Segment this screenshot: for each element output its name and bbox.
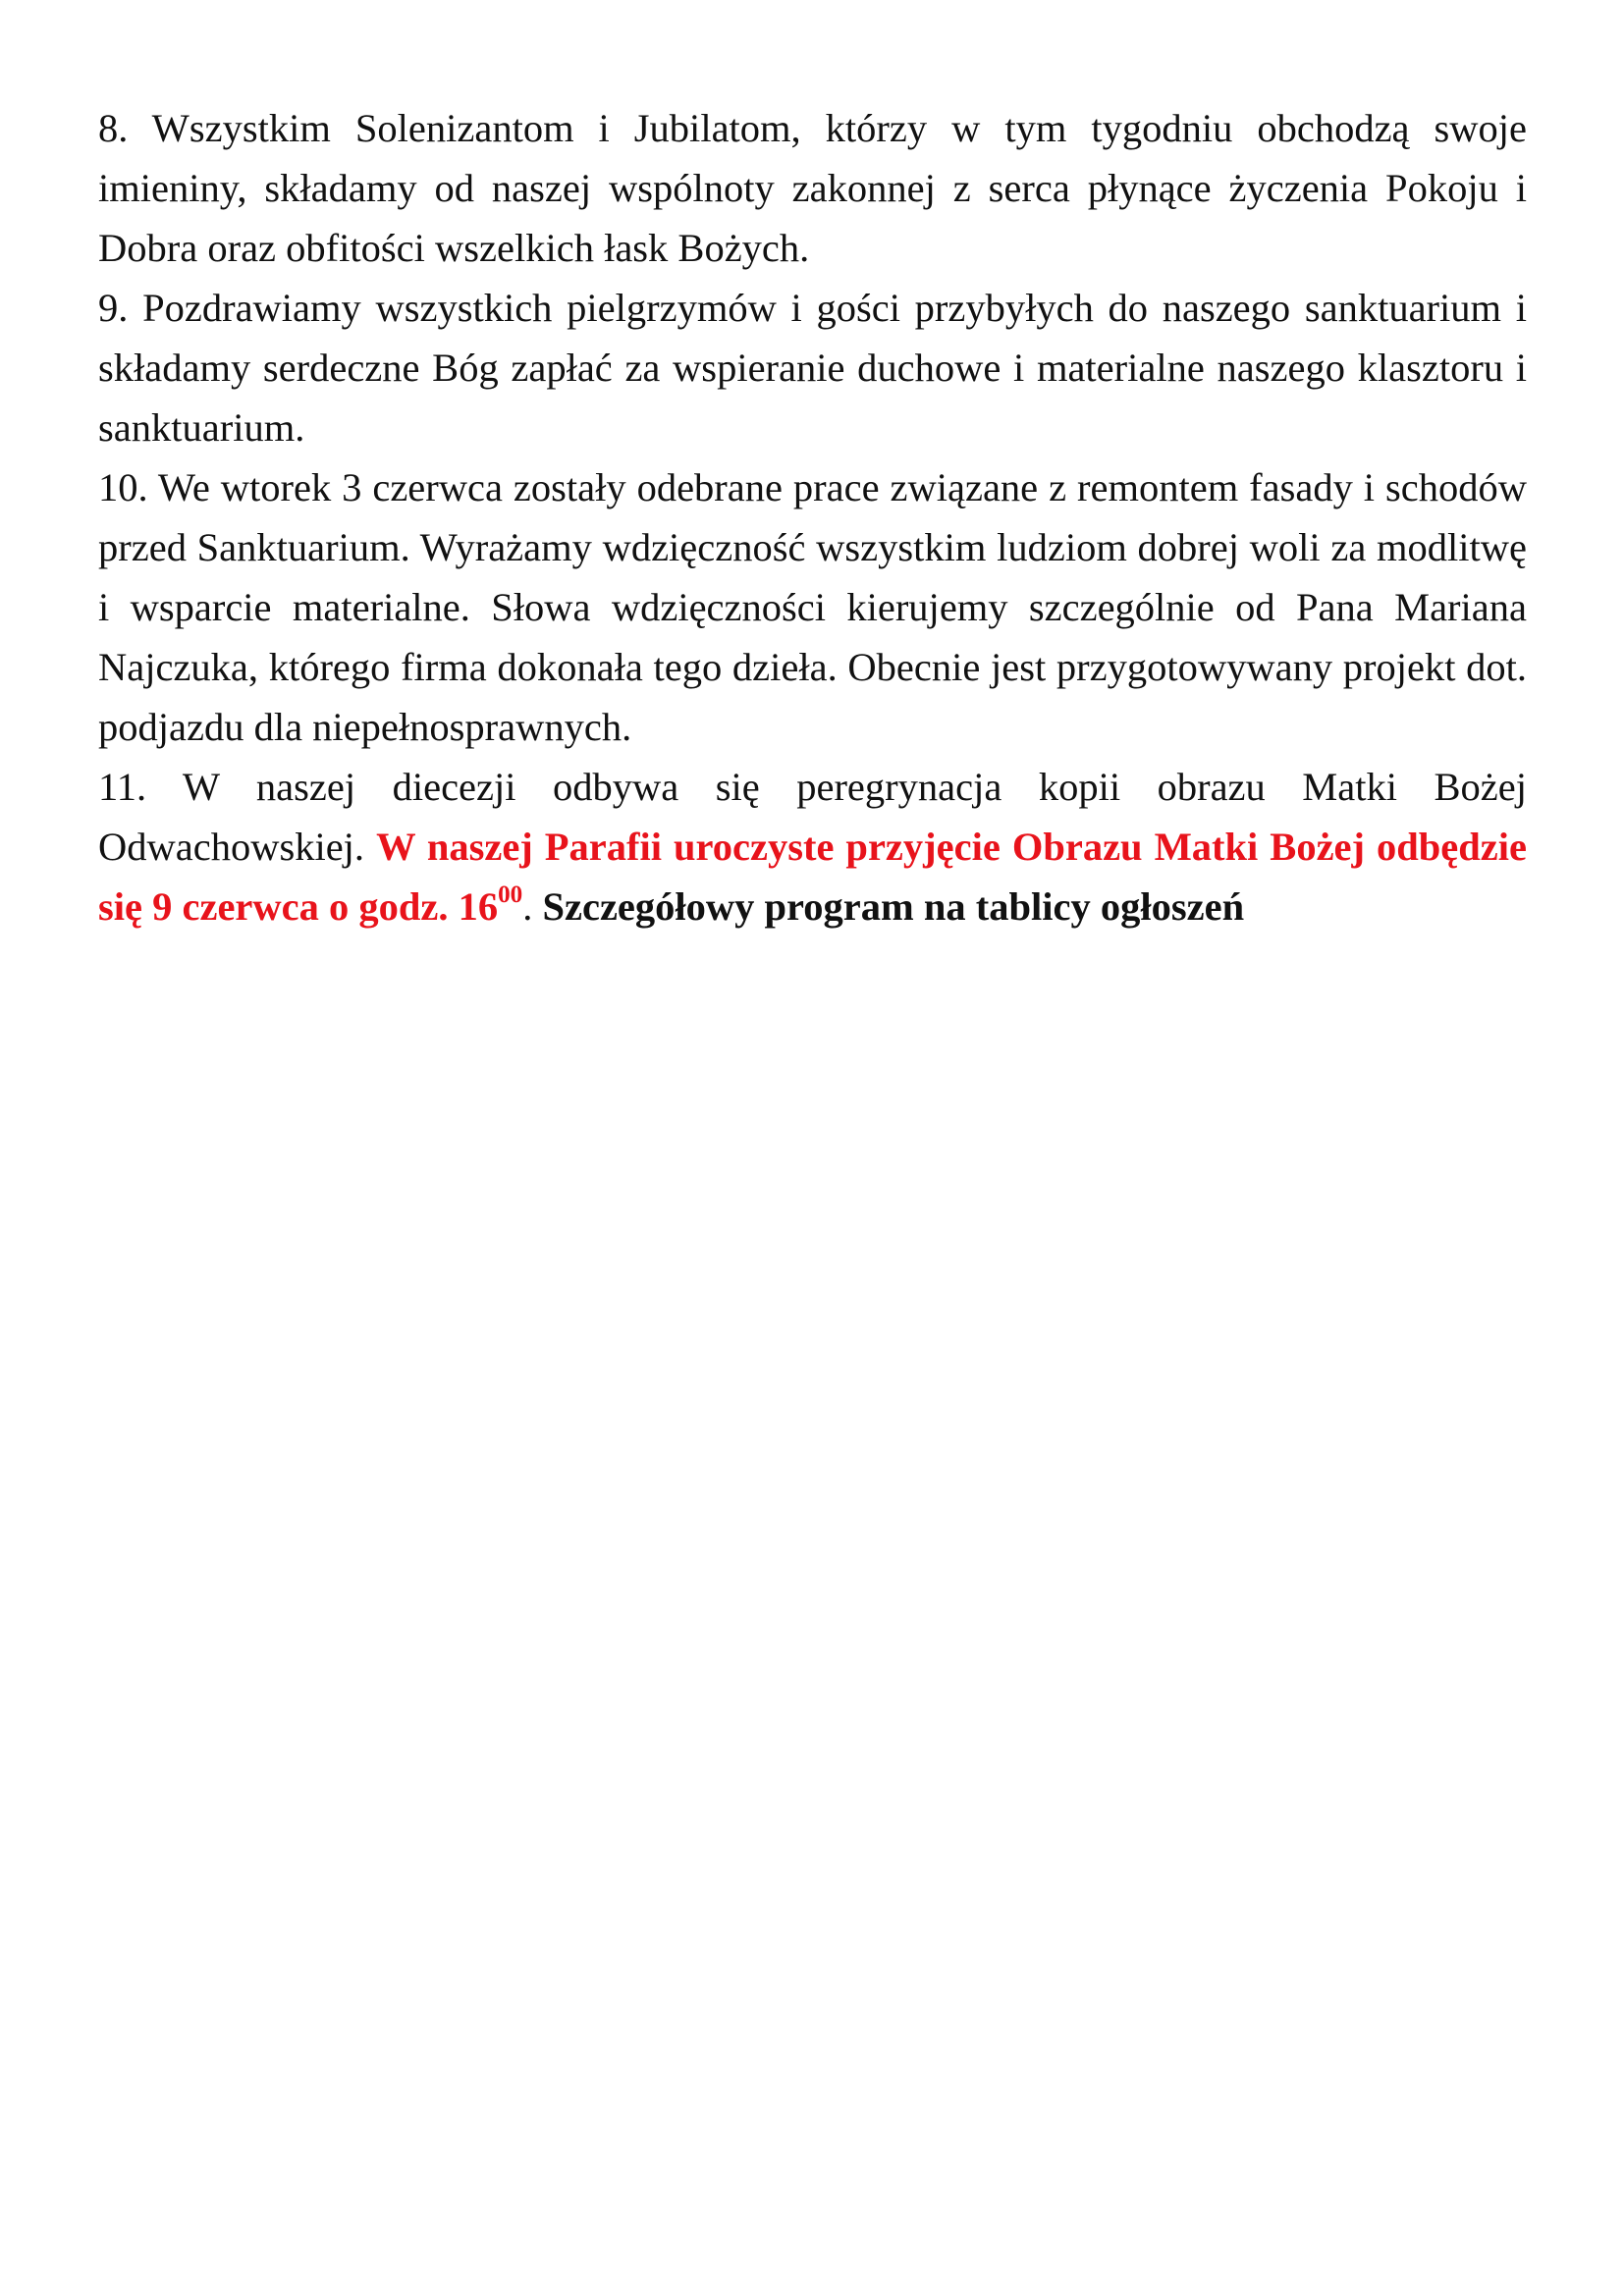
item-text: W naszej diecezji odbywa się peregrynacja kopii obrazu Matki Bożej Odwachowskiej. [98,765,1527,869]
item-number: 9. [98,286,129,330]
announcement-item-9 [98,278,1527,457]
event-text: W naszej Parafii uroczyste przyjęcie Obrazu Matki Bożej odbędzie się 9 czerwca o godz. 16 [98,825,1527,929]
event-time-superscript: 00 [498,881,523,908]
item-number: 10. [98,465,148,509]
item-text: We wtorek 3 czerwca zostały odebrane prace związane z remontem fasady i schodów przed Sanktuarium. Wyrażamy wdzięczność wszystkim ludziom dobrej woli za modlitwę i wsparcie materialne. Słowa wdzięczności kierujemy szczególnie od Pana Mariana Najczuka, którego firma dokonała tego dzieła. Obecnie jest przygotowywany projekt dot. podjazdu dla niepełnosprawnych. [98,465,1527,749]
program-note: Szczegółowy program na tablicy ogłoszeń [542,884,1245,929]
announcement-item-10 [98,457,1527,757]
item-number: 11. [98,765,147,809]
item-text: Wszystkim Solenizantom i Jubilatom, którzy w tym tygodniu obchodzą swoje imieniny, składamy od naszej wspólnoty zakonnej z serca płynące życzenia Pokoju i Dobra oraz obfitości wszelkich łask Bożych. [98,106,1527,270]
announcement-item-11 [98,757,1527,936]
punctuation: . [522,884,533,929]
item-text: Pozdrawiamy wszystkich pielgrzymów i gości przybyłych do naszego sanktuarium i składamy serdeczne Bóg zapłać za wspieranie duchowe i materialne naszego klasztoru i sanktuarium. [98,286,1527,450]
announcement-page [98,98,1527,936]
announcement-item-8 [98,98,1527,278]
item-number: 8. [98,106,129,150]
